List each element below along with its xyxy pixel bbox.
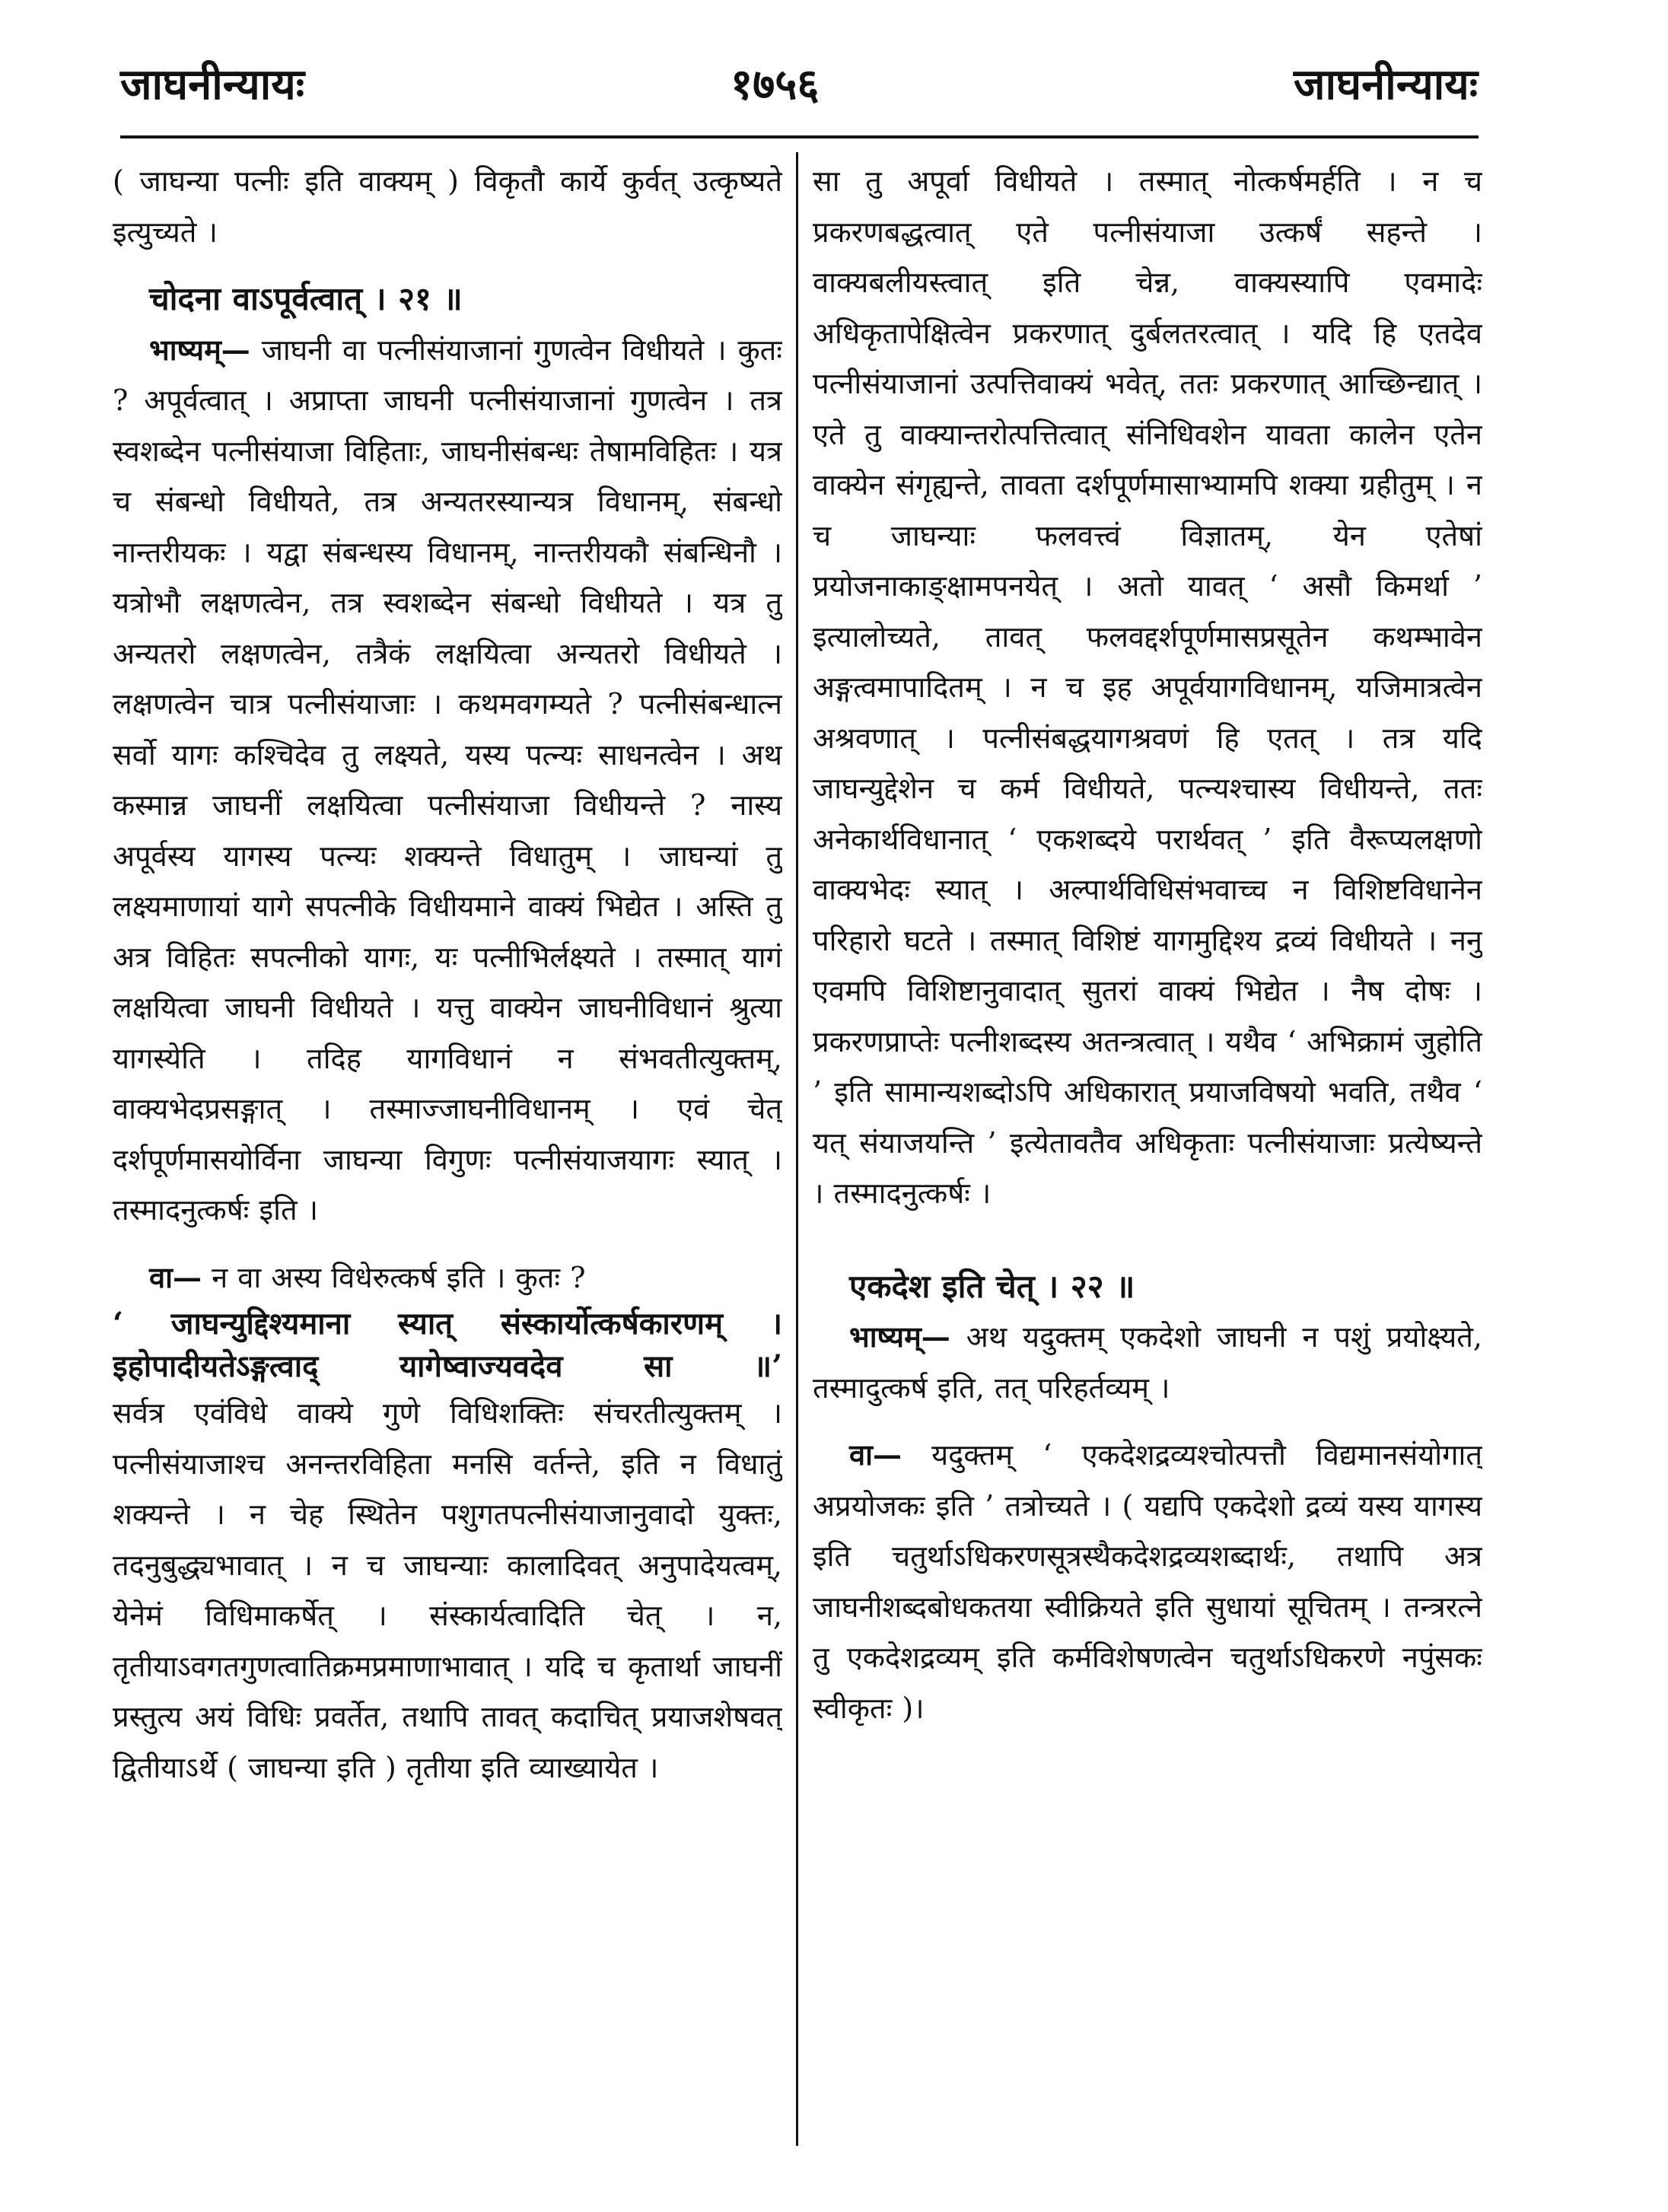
vartika-21-paragraph [113,1252,782,1303]
bhashyam-label: भाष्यम्— [149,332,250,367]
bhashyam-21-text: जाघनी वा पत्नीसंयाजानां गुणत्वेन विधीयते । कुतः ? अपूर्वत्वात् । अप्राप्ता जाघनी पत्नीसंयाजानां गुणत्वेन । तत्र स्वशब्देन पत्नीसंयाजा विहिताः, जाघनीसंबन्धः तेषामविहितः । यत्र च संबन्धो विधीयते, तत्र अन्यतरस्यान्यत्र विधानम्, संबन्धो नान्तरीयकः । यद्वा संबन्धस्य विधानम्, नान्तरीयकौ संबन्धिनौ । यत्रोभौ लक्षणत्वेन, तत्र स्वशब्देन संबन्धो विधीयते । यत्र तु अन्यतरो लक्षणत्वेन, तत्रैकं लक्षयित्वा अन्यतरो विधीयते । लक्षणत्वेन चात्र पत्नीसंयाजाः । कथमवगम्यते ? पत्नीसंबन्धात्न सर्वो यागः कश्चिदेव तु लक्ष्यते, यस्य पत्न्यः साधनत्वेन । अथ कस्मान्न जाघनीं लक्षयित्वा पत्नीसंयाजा विधीयन्ते ? नास्य अपूर्वस्य यागस्य पत्न्यः शक्यन्ते विधातुम् । जाघन्यां तु लक्ष्यमाणायां यागे सपत्नीके विधीयमाने वाक्यं भिद्येत । अस्ति तु अत्र विहितः सपत्नीको यागः, यः पत्नीभिर्लक्ष्यते । तस्मात् यागं लक्षयित्वा जाघनी विधीयते । यत्तु वाक्येन जाघनीविधानं श्रुत्या यागस्येति । तदिह यागविधानं न संभवतीत्युक्तम्, वाक्यभेदप्रसङ्गात् । तस्माज्जाघनीविधानम् । एवं चेत् दर्शपूर्णमासयोर्विना जाघन्या विगुणः पत्नीसंयाजयागः स्यात् । तस्मादनुत्कर्षः इति । [113,333,782,1227]
left-opening-paragraph: ( जाघन्या पत्नीः इति वाक्यम् ) विकृतौ कार्ये कुर्वत् उत्कृष्यते इत्युच्यते । [113,164,782,249]
header-rule [120,135,1479,138]
bhashyam-22-text: अथ यदुक्तम् एकदेशो जाघनी न पशुं प्रयोक्ष्यते, तस्मादुत्कर्ष इति, तत् परिहर्तव्यम् । [813,1320,1482,1405]
bhashyam-22-paragraph [813,1312,1482,1413]
left-column [113,156,782,2134]
page-number: १७५६ [731,60,820,110]
vartika-label: वा— [849,1437,902,1472]
right-opening-paragraph: सा तु अपूर्वा विधीयते । तस्मात् नोत्कर्षमर्हति । न च प्रकरणबद्धत्वात् एते पत्नीसंयाजा उत्कर्षं सहन्ते । वाक्यबलीयस्त्वात् इति चेन्न, वाक्यस्यापि एवमादेः अधिकृतापेक्षित्वेन प्रकरणात् दुर्बलतरत्वात् । यदि हि एतदेव पत्नीसंयाजानां उत्पत्तिवाक्यं भवेत्, ततः प्रकरणात् आच्छिन्द्यात् । एते तु वाक्यान्तरोत्पत्तित्वात् संनिधिवशेन यावता कालेन एतेन वाक्येन संगृह्यन्ते, तावता दर्शपूर्णमासाभ्यामपि शक्या ग्रहीतुम् । न च जाघन्याः फलवत्त्वं विज्ञातम्, येन एतेषां प्रयोजनाकाङ्क्षामपनयेत् । अतो यावत् ‘ असौ किमर्था ’ इत्यालोच्यते, तावत् फलवद्दर्शपूर्णमासप्रसूतेन कथम्भावेन अङ्गत्वमापादितम् । न च इह अपूर्वयागविधानम्, यजिमात्रत्वेन अश्रवणात् । पत्नीसंबद्धयागश्रवणं हि एतत् । तत्र यदि जाघन्युद्देशेन च कर्म विधीयते, पत्न्यश्चास्य विधीयन्ते, ततः अनेकार्थविधानात् ‘ एकशब्दये परार्थवत् ’ इति वैरूप्यलक्षणो वाक्यभेदः स्यात् । अल्पार्थविधिसंभवाच्च न विशिष्टविधानेन परिहारो घटते । तस्मात् विशिष्टं यागमुद्दिश्य द्रव्यं विधीयते । ननु एवमपि विशिष्टानुवादात् सुतरां वाक्यं भिद्येत । नैष दोषः । प्रकरणप्राप्तेः पत्नीशब्दस्य अतन्त्रत्वात् । यथैव ‘ अभिक्रामं जुहोति ’ इति सामान्यशब्दोऽपि अधिकारात् प्रयाजविषयो भवति, तथैव ‘ यत् संयाजयन्ति ’ इत्येतावतैव अधिकृताः पत्नीसंयाजाः प्रत्येष्यन्ते । तस्मादनुत्कर्षः । [813,164,1482,1210]
page-header [0,0,1668,145]
vartika-21-text: न वा अस्य विधेरुत्कर्ष इति । कुतः ? [212,1260,586,1294]
bhashyam-21-paragraph [113,325,782,1236]
running-title-left: जाघनीन्यायः [120,60,305,110]
verse-line-1: ‘ जाघन्युद्दिश्यमाना स्यात् संस्कार्योत्कर्षकारणम् । [113,1306,782,1342]
right-column [813,156,1482,1754]
vartika-22-text: यदुक्तम् ‘ एकदेशद्रव्यश्चोत्पत्तौ विद्यमानसंयोगात् अप्रयोजकः इति ’ तत्रोच्यते । ( यद्यपि एकदेशो द्रव्यं यस्य यागस्य इति चतुर्थाऽधिकरणसूत्रस्थैकदेशद्रव्यशब्दार्थः, तथापि अत्र जाघनीशब्दबोधकतया स्वीक्रियते इति सुधायां सूचितम् । तन्त्ररत्ने तु एकदेशद्रव्यम् इति कर्मविशेषणत्वेन चतुर्थाऽधिकरणे नपुंसकः स्वीकृतः )। [813,1438,1482,1725]
running-title-right: जाघनीन्यायः [1294,60,1479,110]
bhashyam-label: भाष्यम्— [849,1319,950,1354]
vartika-label: वा— [149,1259,202,1294]
verse-line-2: इहोपादीयतेऽङ्गत्वाद् यागेष्वाज्यवदेव सा ॥’ [113,1348,782,1384]
left-commentary-paragraph: सर्वत्र एवंविधे वाक्ये गुणे विधिशक्तिः संचरतीत्युक्तम् । पत्नीसंयाजाश्च अनन्तरविहिता मनसि वर्तन्ते, इति न विधातुं शक्यन्ते । न चेह स्थितेन पशुगतपत्नीसंयाजानुवादो युक्तः, तदनुबुद्ध्यभावात् । न च जाघन्याः कालादिवत् अनुपादेयत्वम्, येनेमं विधिमाकर्षेत् । संस्कार्यत्वादिति चेत् । न, तृतीयाऽवगतगुणत्वातिक्रमप्रमाणाभावात् । यदि च कृतार्था जाघनीं प्रस्तुत्य अयं विधिः प्रवर्तेत, तथापि तावत् कदाचित् प्रयाजशेषवत् द्वितीयाऽर्थे ( जाघन्या इति ) तृतीया इति व्याख्यायेत । [113,1396,782,1784]
vartika-22-paragraph [813,1430,1482,1733]
sutra-22-heading: एकदेश इति चेत् । २२ ॥ [849,1267,1135,1305]
sutra-21-heading: चोदना वाऽपूर्वत्वात् । २१ ॥ [149,280,463,317]
column-divider [796,152,798,2146]
